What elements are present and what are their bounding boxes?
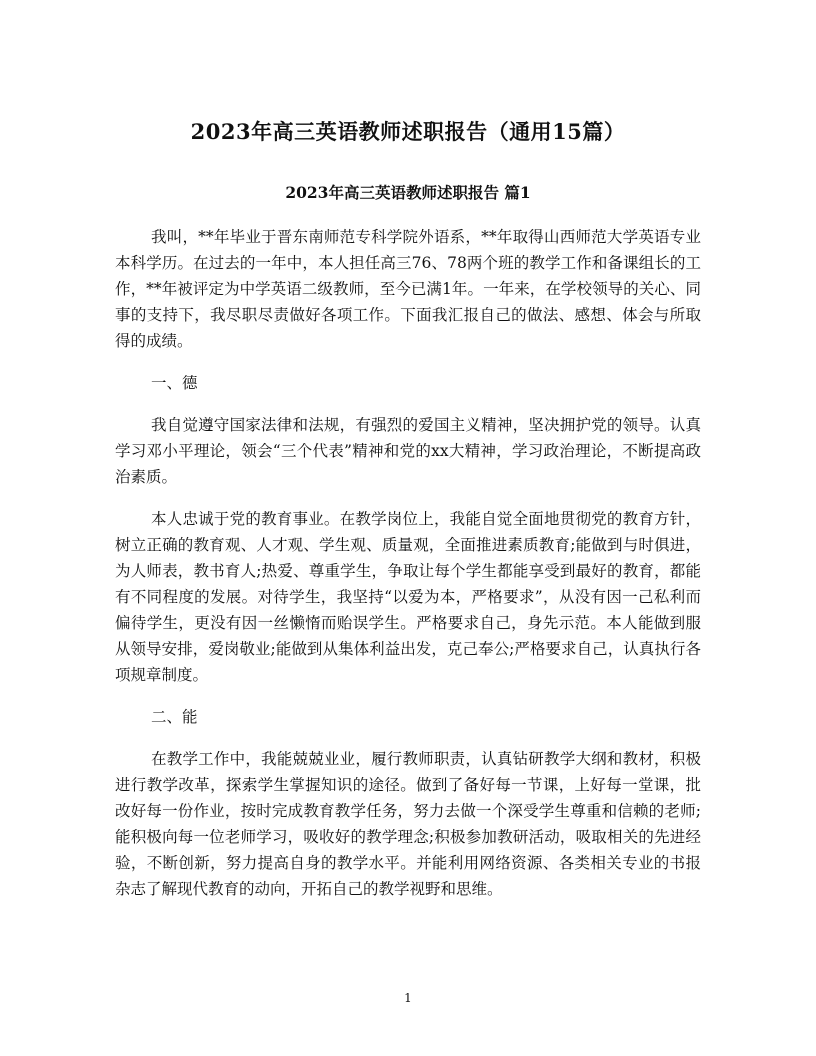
paragraph-neng-1: 在教学工作中，我能兢兢业业，履行教师职责，认真钻研教学大纲和教材，积极进行教学改革，探索学生掌握知识的途径。做到了备好每一节课，上好每一堂课，批改好每一份作业，按时完成教育教学任务，努力去做一个深受学生尊重和信赖的老师;能积极向每一位老师学习，吸收好的教学理念;积极参加教研活动，吸取相关的先进经验，不断创新，努力提高自身的教学水平。并能利用网络资源、各类相关专业的书报杂志了解现代教育的动向，开拓自己的教学视野和思维。 (115, 750, 701, 898)
section-subtitle: 2023年高三英语教师述职报告 篇1 (285, 183, 531, 202)
document-body (115, 224, 701, 918)
page-number: 1 (404, 991, 412, 1005)
document-title: 2023年高三英语教师述职报告（通用15篇） (190, 119, 626, 144)
section-heading-de: 一、德 (151, 374, 198, 392)
section-heading-neng: 二、能 (151, 708, 198, 726)
paragraph-de-2: 本人忠诚于党的教育事业。在教学岗位上，我能自觉全面地贯彻党的教育方针，树立正确的教育观、人才观、学生观、质量观，全面推进素质教育;能做到与时俱进，为人师表，教书育人;热爱、尊重学生，争取让每个学生都能享受到最好的教育，都能有不同程度的发展。对待学生，我坚持“以爱为本，严格要求”，从没有因一己私利而偏待学生，更没有因一丝懒惰而贻误学生。严格要求自己，身先示范。本人能做到服从领导安排，爱岗敬业;能做到从集体利益出发，克己奉公;严格要求自己，认真执行各项规章制度。 (115, 510, 701, 684)
paragraph-intro: 我叫，**年毕业于晋东南师范专科学院外语系，**年取得山西师范大学英语专业本科学历。在过去的一年中，本人担任高三76、78两个班的教学工作和备课组长的工作，**年被评定为中学英语二级教师，至今已满1年。一年来，在学校领导的关心、同事的支持下，我尽职尽责做好各项工作。下面我汇报自己的做法、感想、体会与所取得的成绩。 (115, 228, 701, 350)
paragraph-de-1: 我自觉遵守国家法律和法规，有强烈的爱国主义精神，坚决拥护党的领导。认真学习邓小平理论，领会“三个代表”精神和党的xx大精神，学习政治理论，不断提高政治素质。 (115, 416, 701, 486)
